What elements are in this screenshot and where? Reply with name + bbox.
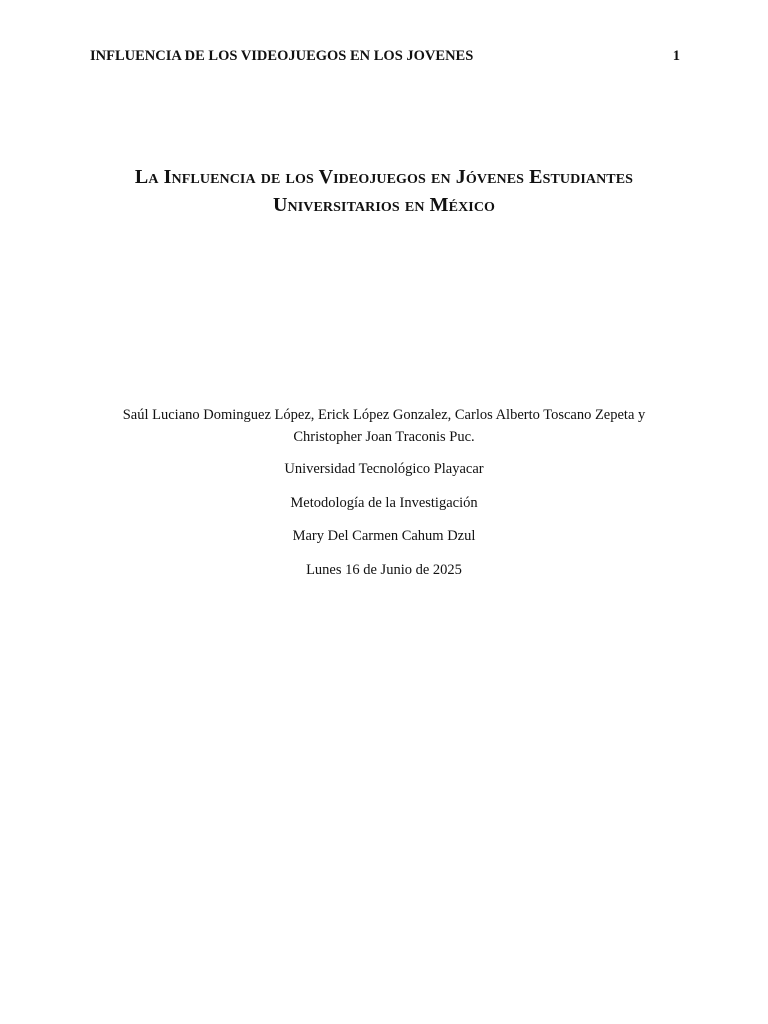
instructor-name: Mary Del Carmen Cahum Dzul — [292, 528, 476, 544]
running-head-title: INFLUENCIA DE LOS VIDEOJUEGOS EN LOS JOVENES — [90, 48, 474, 64]
author-list-line-1: Saúl Luciano Dominguez López, Erick López Gonzalez, Carlos Alberto Toscano Zepeta y — [122, 407, 646, 423]
paper-title-line-2: Universitarios en México — [272, 194, 496, 216]
page-number: 1 — [672, 48, 680, 64]
institution: Universidad Tecnológico Playacar — [284, 461, 484, 477]
author-list — [70, 404, 698, 448]
paper-title — [80, 163, 688, 219]
paper-title-line-1: La Influencia de los Videojuegos en Jóvenes Estudiantes — [134, 166, 634, 188]
submission-date: Lunes 16 de Junio de 2025 — [306, 562, 462, 578]
author-list-line-2: Christopher Joan Traconis Puc. — [293, 429, 475, 445]
course-name: Metodología de la Investigación — [290, 495, 478, 511]
running-head — [90, 46, 680, 66]
